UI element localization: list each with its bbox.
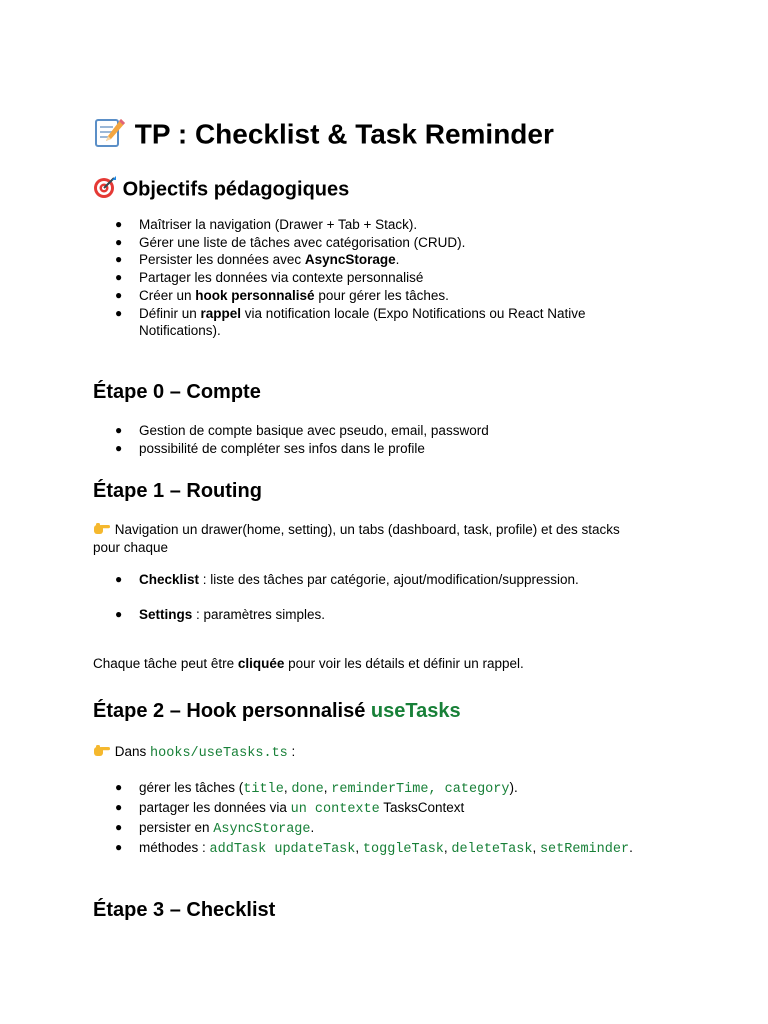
list-item: Gérer une liste de tâches avec catégorisation (CRUD). (139, 235, 466, 250)
list-item: Maîtriser la navigation (Drawer + Tab + Stack). (139, 217, 418, 232)
step1-intro-continuation: pour chaque (93, 540, 169, 555)
step1-intro: Navigation un drawer(home, setting), un tabs (dashboard, task, profile) et des stacks (93, 521, 620, 539)
list-item: Gestion de compte basique avec pseudo, email, password (139, 423, 489, 438)
pointing-hand-icon (93, 521, 111, 539)
bullet-icon: ● (115, 288, 123, 302)
bullet-icon: ● (115, 217, 123, 231)
list-item: Partager les données via contexte personnalisé (139, 270, 424, 285)
step3-heading: Étape 3 – Checklist (93, 899, 276, 921)
bullet-icon: ● (115, 235, 123, 249)
list-item: gérer les tâches (title, done, reminderTime, category). (139, 780, 518, 797)
page-title-text: TP : Checklist & Task Reminder (134, 118, 554, 150)
objectives-heading (93, 175, 349, 205)
list-item: Créer un hook personnalisé pour gérer les tâches. (139, 288, 449, 303)
list-item: partager les données via un contexte TasksContext (139, 800, 465, 817)
bullet-icon: ● (115, 800, 123, 814)
list-item: possibilité de compléter ses infos dans le profile (139, 441, 425, 456)
list-item: Persister les données avec AsyncStorage. (139, 252, 400, 267)
step1-heading: Étape 1 – Routing (93, 480, 262, 502)
list-item: persister en AsyncStorage. (139, 820, 315, 837)
step2-heading-code: useTasks (370, 700, 461, 722)
bullet-icon: ● (115, 840, 123, 854)
bullet-icon: ● (115, 441, 123, 455)
bullet-icon: ● (115, 820, 123, 834)
bullet-icon: ● (115, 572, 123, 586)
target-icon (93, 175, 117, 205)
bullet-icon: ● (115, 252, 123, 266)
list-item-continuation: Notifications). (139, 323, 221, 338)
list-item: Définir un rappel via notification locale (Expo Notifications ou React Native (139, 306, 586, 321)
step2-heading: Étape 2 – Hook personnalisé useTasks (93, 700, 461, 722)
list-item: Checklist : liste des tâches par catégorie, ajout/modification/suppression. (139, 572, 579, 587)
step1-outro: Chaque tâche peut être cliquée pour voir les détails et définir un rappel. (93, 656, 524, 671)
bullet-icon: ● (115, 607, 123, 621)
objectives-heading-text: Objectifs pédagogiques (122, 178, 350, 201)
pointing-hand-icon (93, 743, 111, 761)
bullet-icon: ● (115, 423, 123, 437)
list-item: Settings : paramètres simples. (139, 607, 326, 622)
step0-heading: Étape 0 – Compte (93, 381, 261, 403)
memo-icon (93, 115, 127, 157)
bullet-icon: ● (115, 780, 123, 794)
bullet-icon: ● (115, 306, 123, 320)
step2-intro: Dans hooks/useTasks.ts : (93, 743, 295, 762)
bullet-icon: ● (115, 270, 123, 284)
page-title (93, 115, 554, 157)
list-item: méthodes : addTask updateTask, toggleTask, deleteTask, setReminder. (139, 840, 633, 857)
